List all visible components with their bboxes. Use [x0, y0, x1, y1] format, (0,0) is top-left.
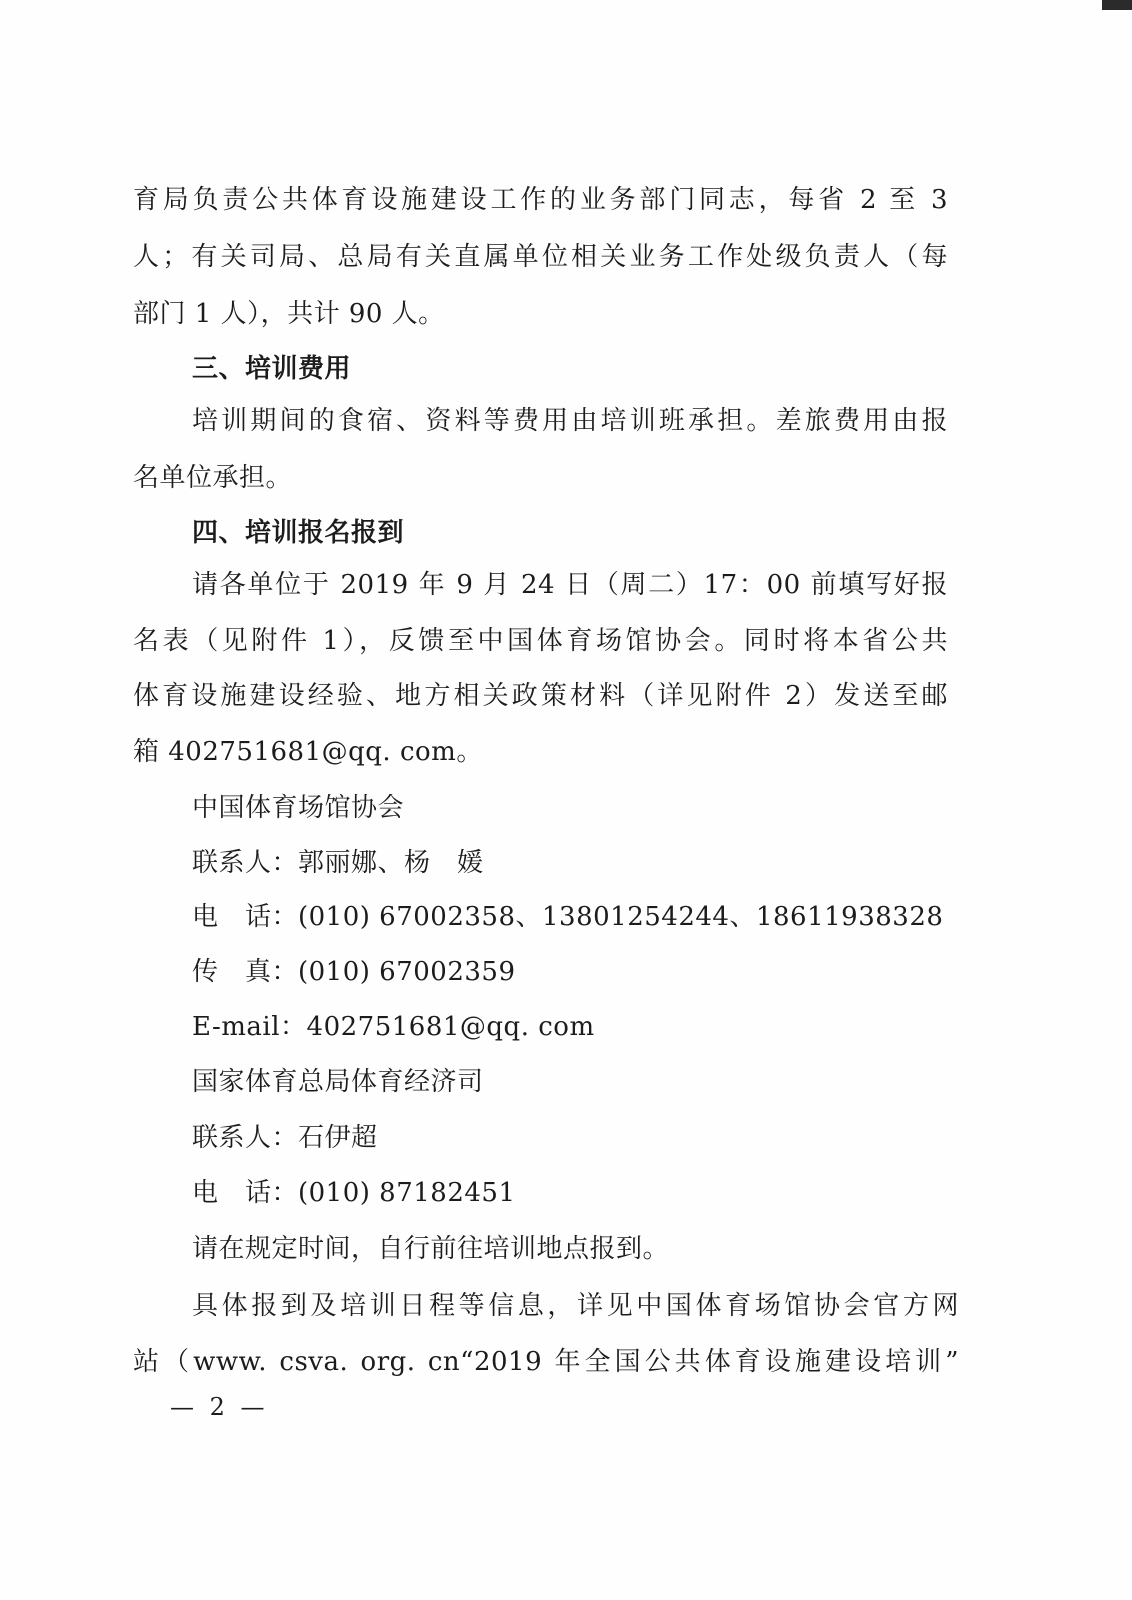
body-line-1: 育局负责公共体育设施建设工作的业务部门同志，每省 2 至 3 — [133, 185, 948, 215]
section-4-line-2: 名表（见附件 1），反馈至中国体育场馆协会。同时将本省公共 — [133, 626, 948, 656]
body-line-2: 人；有关司局、总局有关直属单位相关业务工作处级负责人（每 — [133, 242, 948, 272]
page-number: — 2 — — [170, 1393, 269, 1421]
section-4-line-4: 箱 402751681@qq. com。 — [133, 737, 483, 767]
closing-line-2: 具体报到及培训日程等信息，详见中国体育场馆协会官方网 — [192, 1291, 959, 1321]
contact-2-phone: 电 话：(010) 87182451 — [192, 1178, 516, 1208]
closing-line-1: 请在规定时间，自行前往培训地点报到。 — [192, 1234, 670, 1264]
closing-line-3: 站（www. csva. org. cn“2019 年全国公共体育设施建设培训” — [133, 1347, 959, 1377]
section-4-heading: 四、培训报名报到 — [192, 518, 405, 548]
contact-1-phone: 电 话：(010) 67002358、13801254244、18611938328 — [192, 902, 944, 932]
body-line-3: 部门 1 人），共计 90 人。 — [133, 299, 445, 329]
contact-1-person: 联系人：郭丽娜、杨 媛 — [192, 848, 484, 878]
section-3-line-2: 名单位承担。 — [133, 463, 293, 493]
section-3-line-1: 培训期间的食宿、资料等费用由培训班承担。差旅费用由报 — [192, 406, 948, 436]
contact-2-org: 国家体育总局体育经济司 — [192, 1067, 484, 1097]
contact-1-email: E-mail：402751681@qq. com — [192, 1012, 595, 1042]
section-4-line-3: 体育设施建设经验、地方相关政策材料（详见附件 2）发送至邮 — [133, 681, 948, 711]
contact-1-org: 中国体育场馆协会 — [192, 793, 405, 823]
scan-edge-mark — [1102, 0, 1132, 10]
contact-1-fax: 传 真：(010) 67002359 — [192, 957, 516, 987]
section-4-line-1: 请各单位于 2019 年 9 月 24 日（周二）17：00 前填写好报 — [192, 570, 948, 600]
section-3-heading: 三、培训费用 — [192, 354, 352, 384]
contact-2-person: 联系人：石伊超 — [192, 1123, 378, 1153]
